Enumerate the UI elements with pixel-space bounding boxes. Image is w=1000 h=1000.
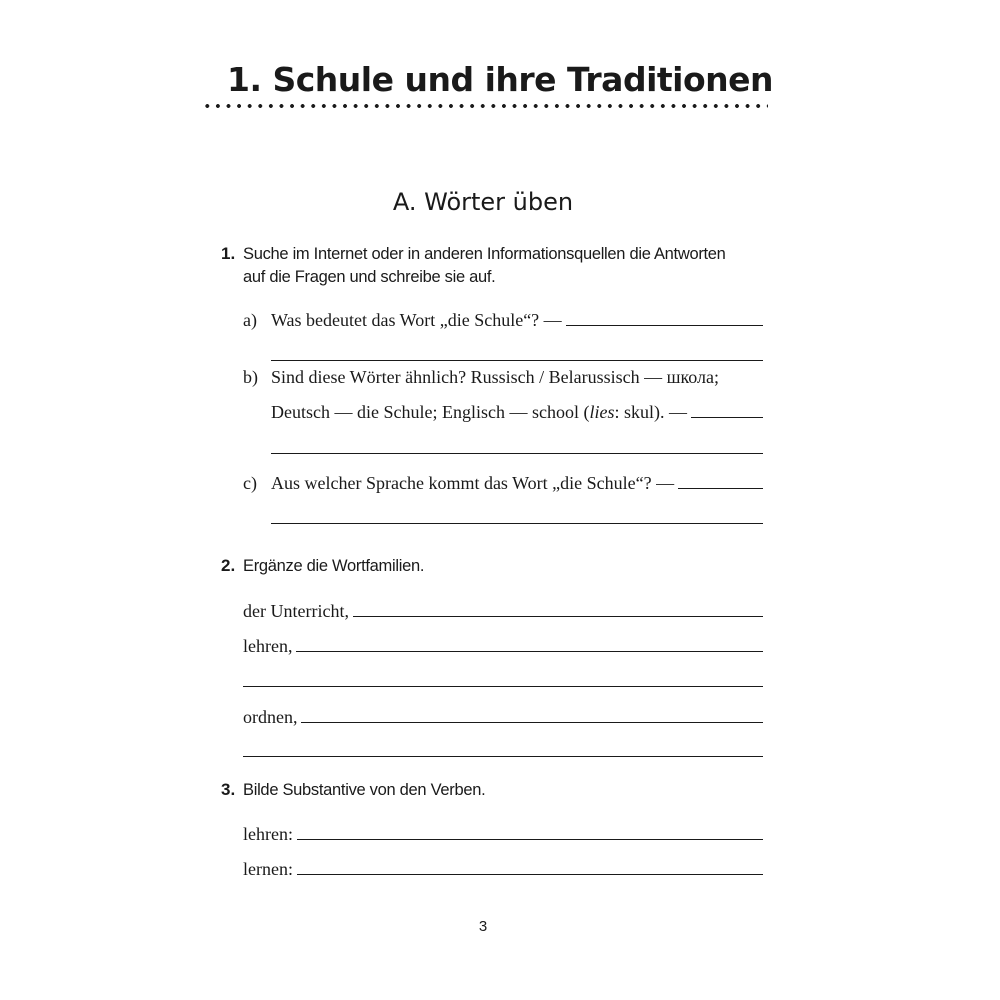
noun-row-2 <box>243 859 763 880</box>
word-family-answer-line-3[interactable] <box>301 722 763 723</box>
item-1a-answer-line[interactable] <box>566 325 763 326</box>
word-family-answer-line-2b[interactable] <box>243 686 763 687</box>
item-1a-letter: a) <box>243 310 257 330</box>
item-1b-answer-line-2[interactable] <box>271 453 763 454</box>
word-family-label-2: lehren, <box>243 636 293 656</box>
item-1b-text-post: : skul). — <box>614 402 687 422</box>
section-heading: A. Wörter üben <box>392 188 574 216</box>
page-number: 3 <box>478 918 488 935</box>
word-family-row-3 <box>243 707 763 728</box>
item-1a-answer-line-2[interactable] <box>271 360 763 361</box>
task-1-instruction <box>243 243 783 289</box>
item-1b-question-line1: Sind diese Wörter ähnlich? Russisch / Belarussisch — школа; <box>271 367 720 387</box>
task-3-number: 3. <box>221 780 236 799</box>
word-family-row-1 <box>243 601 763 622</box>
item-1a-question: Was bedeutet das Wort „die Schule“? — <box>271 310 562 330</box>
item-1b-answer-line[interactable] <box>691 417 763 418</box>
word-family-row-2 <box>243 636 763 657</box>
task-3-instruction: Bilde Substantive von den Verben. <box>243 781 486 799</box>
chapter-title: 1. Schule und ihre Traditionen <box>226 60 774 99</box>
item-1b-row <box>271 402 763 423</box>
item-1b-question-line2 <box>271 402 687 423</box>
word-family-answer-line-3b[interactable] <box>243 756 763 757</box>
task-1-number: 1. <box>221 244 236 263</box>
item-1c-row <box>271 473 763 494</box>
noun-label-2: lernen: <box>243 859 293 879</box>
noun-answer-line-2[interactable] <box>297 874 763 875</box>
item-1a-row <box>271 310 763 331</box>
task-1-text-line1: Suche im Internet oder in anderen Informationsquellen die Antworten <box>243 245 726 263</box>
noun-answer-line-1[interactable] <box>297 839 763 840</box>
word-family-label-3: ordnen, <box>243 707 298 727</box>
item-1b-text-pre: Deutsch — die Schule; Englisch — school ( <box>271 402 590 422</box>
word-family-answer-line-1[interactable] <box>353 616 763 617</box>
task-2-number: 2. <box>221 556 236 575</box>
item-1b-text-italic: lies <box>589 402 615 422</box>
word-family-answer-line-2[interactable] <box>296 651 763 652</box>
item-1c-answer-line[interactable] <box>678 488 763 489</box>
task-1-text-line2: auf die Fragen und schreibe sie auf. <box>243 268 496 286</box>
word-family-label-1: der Unterricht, <box>243 601 349 621</box>
item-1c-answer-line-2[interactable] <box>271 523 763 524</box>
item-1c-question: Aus welcher Sprache kommt das Wort „die Schule“? — <box>271 473 675 493</box>
noun-label-1: lehren: <box>243 824 293 844</box>
task-2-instruction: Ergänze die Wortfamilien. <box>243 557 425 575</box>
item-1b-letter: b) <box>243 367 258 387</box>
dotted-divider <box>202 103 768 109</box>
noun-row-1 <box>243 824 763 845</box>
item-1c-letter: c) <box>243 473 257 493</box>
